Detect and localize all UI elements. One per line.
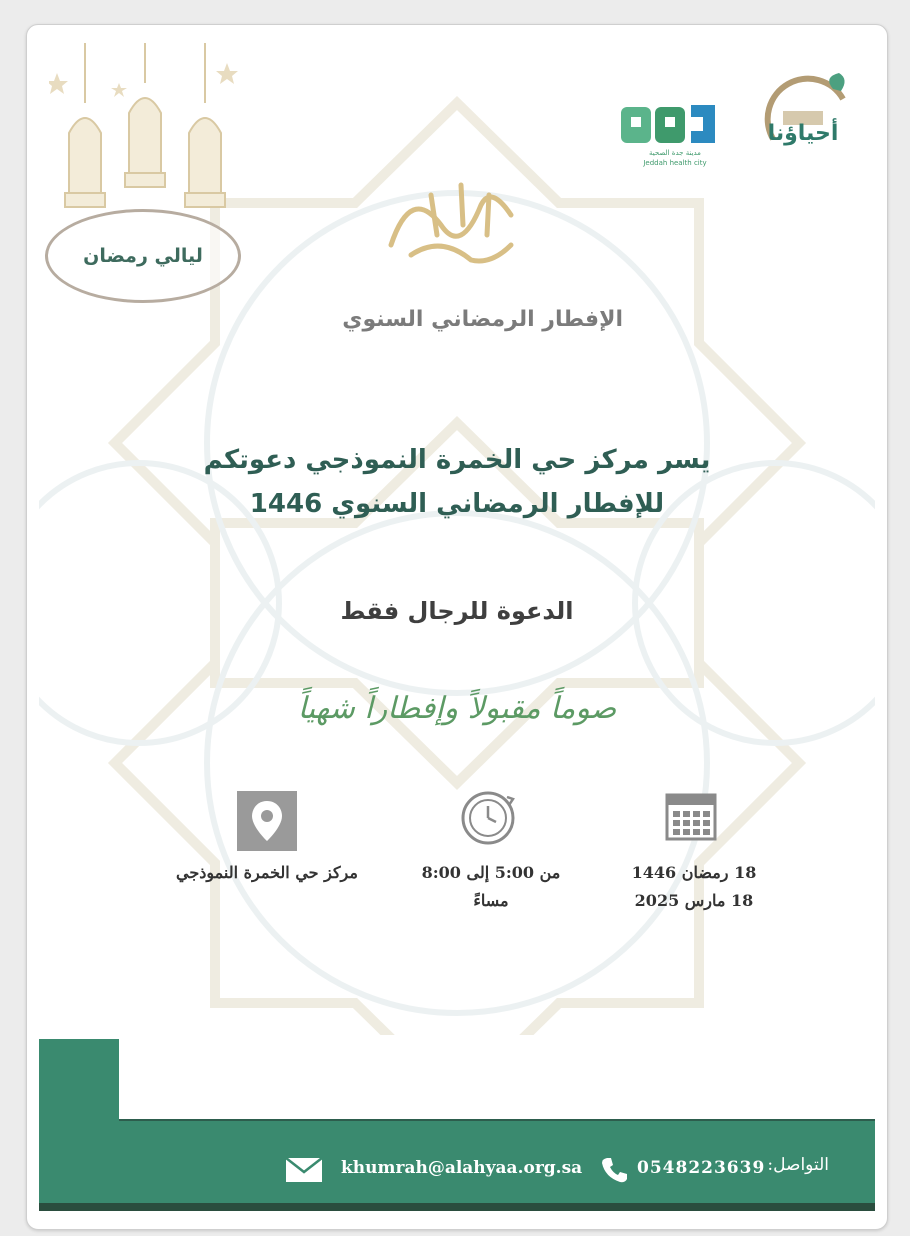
lanterns-decoration [49, 43, 239, 233]
jeddah-health-city-logo [617, 87, 733, 177]
footer-bottom-line [39, 1203, 875, 1211]
invitation-card [26, 24, 888, 1230]
jeddah-logo-arabic: مدينة جدة الصحية [649, 149, 701, 157]
date-hijri: 18 رمضان 1446 [631, 863, 757, 882]
footer-step-white [119, 1035, 879, 1119]
footer-left-strip [39, 1039, 119, 1121]
clock-icon [459, 789, 517, 847]
gold-calligraphy-decoration [371, 165, 531, 275]
phone-icon [599, 1155, 629, 1185]
invitation-line-1: يسر مركز حي الخمرة النموذجي دعوتكم [203, 445, 711, 475]
men-only-notice: الدعوة للرجال فقط [340, 597, 574, 625]
location-pin-icon [237, 791, 297, 851]
blessing-calligraphy: صوماً مقبولاً وإفطاراً شهياً [297, 691, 617, 726]
contact-phone[interactable]: 0548223639 [637, 1158, 766, 1178]
contact-label: التواصل: [767, 1155, 829, 1175]
mail-icon [285, 1157, 323, 1183]
contact-email[interactable]: khumrah@alahyaa.org.sa [341, 1158, 583, 1178]
time-period: مساءً [473, 891, 509, 910]
ahyaa-logo [753, 69, 853, 179]
invitation-line-2: للإفطار الرمضاني السنوي 1446 [249, 489, 665, 519]
ramadan-nights-badge: ليالي رمضان [45, 209, 241, 303]
time-range: من 5:00 إلى 8:00 [421, 863, 561, 882]
location-name: مركز حي الخمرة النموذجي [176, 863, 358, 882]
date-gregorian: 18 مارس 2025 [634, 891, 754, 910]
ahyaa-logo-name: أحياؤنا [767, 121, 839, 146]
jeddah-logo-english: Jeddah health city [643, 159, 707, 167]
annual-iftar-title: الإفطار الرمضاني السنوي [342, 307, 623, 332]
calendar-icon [663, 789, 719, 845]
